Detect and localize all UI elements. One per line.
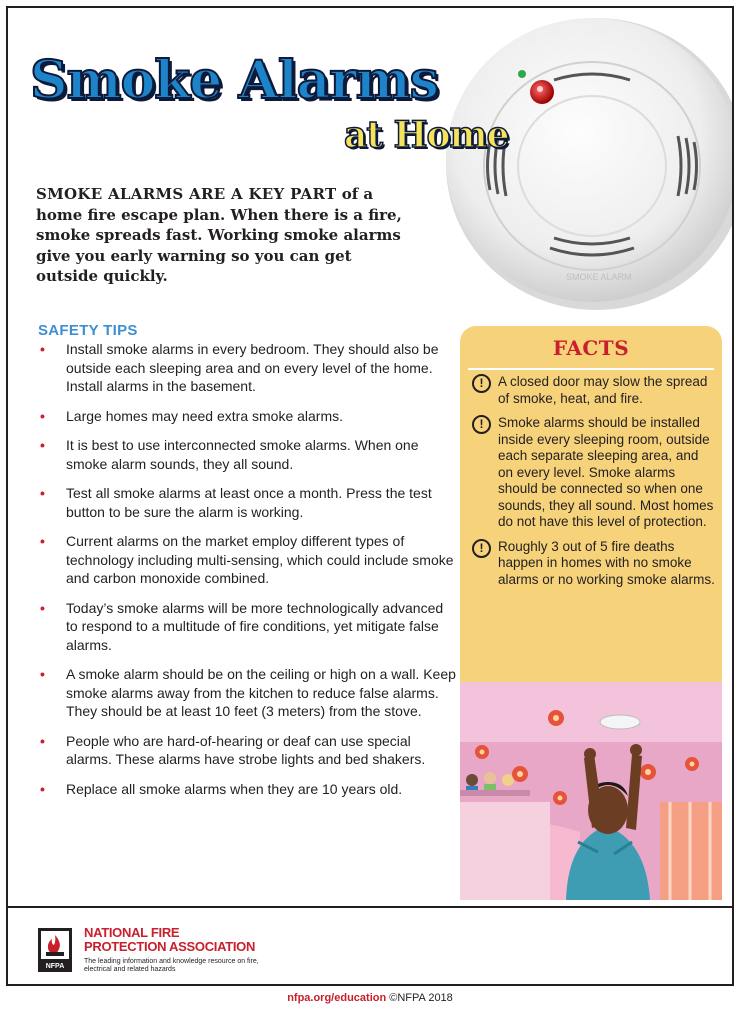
organization-tagline: The leading information and knowledge resource on fire, electrical and related hazards bbox=[84, 958, 259, 973]
bullet-icon: • bbox=[40, 437, 45, 453]
tip-text: A smoke alarm should be on the ceiling or high on a wall. Keep smoke alarms away from the kitchen to reduce false alarms. They should be at least 10 feet (3 meters) from the stove. bbox=[66, 666, 456, 719]
list-item bbox=[36, 532, 456, 588]
poster-frame bbox=[6, 6, 734, 986]
nfpa-logo bbox=[38, 928, 72, 972]
bullet-icon: • bbox=[40, 533, 45, 549]
fact-text: Smoke alarms should be installed inside every sleeping room, outside each separate sleeping area, and on every level. Smoke alarms should be connected so when one sounds, they all sound. Most homes do not have this level of protection. bbox=[498, 415, 714, 529]
bullet-icon: • bbox=[40, 407, 45, 424]
list-item bbox=[36, 665, 456, 721]
list-item bbox=[36, 340, 456, 396]
list-item bbox=[36, 732, 456, 769]
org-line-2: PROTECTION ASSOCIATION bbox=[84, 939, 256, 954]
facts-heading: FACTS bbox=[552, 336, 630, 360]
facts-panel bbox=[460, 326, 722, 900]
tip-text: People who are hard-of-hearing or deaf can use special alarms. These alarms have strobe lights and bed shakers. bbox=[66, 732, 426, 767]
list-item bbox=[36, 780, 456, 799]
poster-subtitle: at Home bbox=[344, 114, 509, 156]
facts-list bbox=[470, 374, 716, 596]
safety-tips-list bbox=[36, 340, 456, 809]
tip-text: Today’s smoke alarms will be more technologically advanced to respond to a multitude of fire conditions, yet mitigate false alarms. bbox=[66, 599, 444, 653]
organization-name bbox=[84, 926, 284, 954]
alert-icon: ! bbox=[472, 539, 491, 558]
tip-text: It is best to use interconnected smoke alarms. When one smoke alarm sounds, they all sound. bbox=[66, 437, 419, 472]
list-item bbox=[36, 436, 456, 473]
smoke-alarm-photo bbox=[436, 16, 734, 316]
list-item bbox=[36, 407, 456, 426]
list-item bbox=[36, 484, 456, 521]
logo-text: NFPA bbox=[45, 963, 65, 970]
tip-text: Test all smoke alarms at least once a month. Press the test button to be sure the alarm is working. bbox=[66, 485, 432, 520]
list-item bbox=[470, 415, 716, 531]
intro-paragraph bbox=[36, 184, 416, 287]
alert-icon: ! bbox=[472, 374, 491, 393]
bullet-icon: • bbox=[40, 599, 45, 616]
footer-divider bbox=[8, 906, 732, 908]
tip-text: Install smoke alarms in every bedroom. They should also be outside each sleeping area and on every level of the home. Install alarms in the basement. bbox=[66, 341, 439, 394]
installing-alarm-illustration bbox=[460, 682, 722, 900]
alarm-label: SMOKE ALARM bbox=[566, 272, 632, 282]
bullet-icon: • bbox=[40, 341, 45, 357]
bullet-icon: • bbox=[40, 666, 45, 682]
alert-icon: ! bbox=[472, 415, 491, 434]
list-item bbox=[470, 539, 716, 589]
fact-text: Roughly 3 out of 5 fire deaths happen in homes with no smoke alarms or no working smoke alarms. bbox=[498, 538, 715, 587]
bullet-icon: • bbox=[40, 485, 45, 501]
copyright-text: ©NFPA 2018 bbox=[389, 992, 453, 1004]
website-link[interactable]: nfpa.org/education bbox=[287, 992, 387, 1004]
bullet-icon: • bbox=[40, 780, 45, 797]
intro-lead: SMOKE ALARMS ARE A KEY PART bbox=[36, 185, 337, 203]
poster-title: Smoke Alarms bbox=[30, 50, 438, 111]
tip-text: Current alarms on the market employ different types of technology including multi-sensing, which could include smoke and carbon monoxide combined. bbox=[66, 533, 454, 586]
site-credit bbox=[0, 992, 740, 1004]
tip-text: Large homes may need extra smoke alarms. bbox=[66, 407, 344, 424]
list-item bbox=[470, 374, 716, 407]
bullet-icon: • bbox=[40, 732, 45, 749]
list-item bbox=[36, 599, 456, 655]
fact-text: A closed door may slow the spread of smoke, heat, and fire. bbox=[498, 374, 708, 406]
tip-text: Replace all smoke alarms when they are 10 years old. bbox=[66, 780, 403, 797]
intro-body: of a home fire escape plan. When there is a fire, smoke spreads fast. Working smoke alarms give you early warning so you can get outside quickly. bbox=[36, 185, 402, 285]
safety-tips-heading: SAFETY TIPS bbox=[38, 322, 138, 339]
facts-divider bbox=[468, 368, 714, 370]
org-line-1: NATIONAL FIRE bbox=[84, 925, 180, 940]
